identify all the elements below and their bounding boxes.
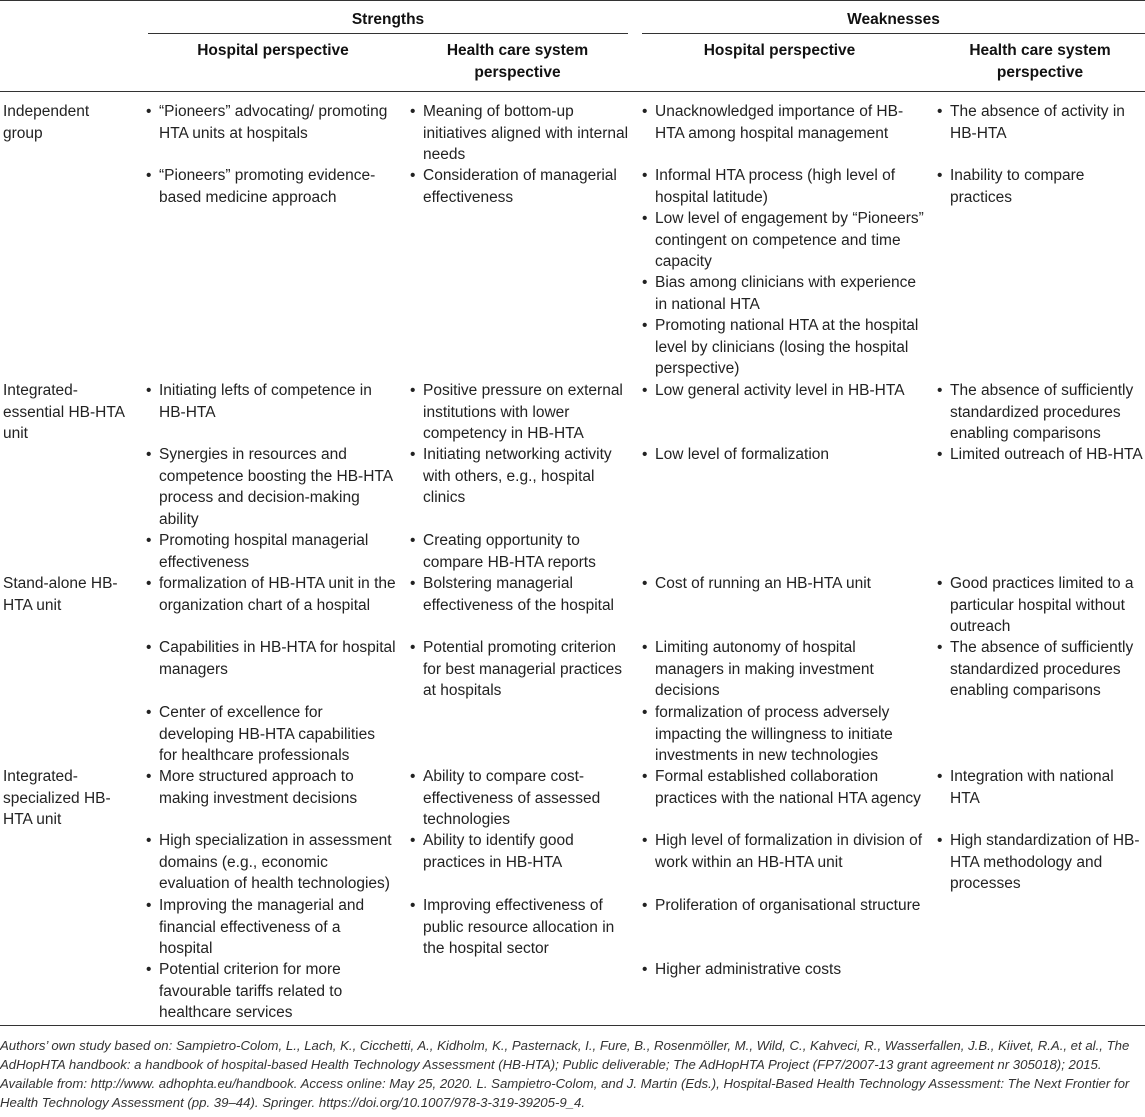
list-item: • Higher administrative costs — [642, 959, 927, 981]
table-footnote: Authors’ own study based on: Sampietro-Colom, L., Lach, K., Cicchetti, A., Kidholm, K., Pasternack, I., Fure, B., Rosenmöller, M., Wild, C., Kahveci, R., Wasserfallen, J.B., Kiivet, R.A., et al., The AdHopHTA handbook: a handbook of hospital-based Health Technology Assessment (HB-HTA); Public deliverable; The AdHopHTA Project (FP7/2007-13 grant agreement nr 305018); 2015. Available from: http://www. adhophta.eu/handbook. Access online: May 25, 2020. L. Sampietro-Colom, and J. Martin (Eds.), Hospital-Based Health Technology Assessment: The Next Frontier for Health Technology Assessment (pp. 39–44). Springer. https://doi.org/10.1007/978-3-319-39205-9_4. — [0, 1038, 1130, 1110]
list-item: • High level of formalization in division of work within an HB-HTA unit — [642, 830, 927, 873]
strengths-system-header: Health care system perspective — [446, 42, 589, 81]
list-item: • Inability to compare practices — [937, 165, 1145, 208]
weaknesses-hospital-header: Hospital perspective — [703, 42, 856, 59]
list-item: • Promoting hospital managerial effectiveness — [146, 530, 396, 573]
list-item: • Proliferation of organisational structure — [642, 895, 927, 917]
list-item: • Meaning of bottom-up initiatives aligned with internal needs — [410, 101, 630, 166]
list-item: • Unacknowledged importance of HB-HTA among hospital management — [642, 101, 927, 144]
list-item: • Cost of running an HB-HTA unit — [642, 573, 927, 595]
strengths-hospital-header: Hospital perspective — [197, 42, 349, 59]
list-item: • Low general activity level in HB-HTA — [642, 380, 927, 402]
top-rule — [0, 0, 1145, 1]
list-item: • The absence of activity in HB-HTA — [937, 101, 1145, 144]
list-item: • Synergies in resources and competence boosting the HB-HTA process and decision-making ability — [146, 444, 396, 530]
list-item: • Low level of formalization — [642, 444, 927, 466]
list-item: • Good practices limited to a particular hospital without outreach — [937, 573, 1145, 638]
list-item: • “Pioneers” promoting evidence-based medicine approach — [146, 165, 396, 208]
list-item: • Creating opportunity to compare HB-HTA reports — [410, 530, 630, 573]
row-label-integrated-essential: Integrated-essential HB-HTA unit — [3, 382, 125, 442]
strengths-header: Strengths — [351, 11, 425, 28]
row-label-integrated-specialized: Integrated-specialized HB-HTA unit — [3, 768, 111, 828]
list-item: • Bolstering managerial effectiveness of the hospital — [410, 573, 630, 616]
weaknesses-underline — [642, 33, 1145, 34]
strengths-underline — [148, 33, 628, 34]
list-item: • Informal HTA process (high level of hospital latitude) — [642, 165, 927, 208]
row-label-stand-alone: Stand-alone HB-HTA unit — [3, 575, 118, 614]
list-item: • The absence of sufficiently standardized procedures enabling comparisons — [937, 637, 1145, 702]
table-bottom-rule — [0, 1025, 1145, 1026]
list-item: • Capabilities in HB-HTA for hospital managers — [146, 637, 396, 680]
weaknesses-header: Weaknesses — [847, 11, 940, 28]
list-item: • Positive pressure on external institutions with lower competency in HB-HTA — [410, 380, 630, 445]
header-bottom-rule — [0, 91, 1145, 92]
list-item: • Potential promoting criterion for best managerial practices at hospitals — [410, 637, 630, 702]
list-item: • High standardization of HB-HTA methodology and processes — [937, 830, 1145, 895]
list-item: • formalization of HB-HTA unit in the organization chart of a hospital — [146, 573, 396, 616]
list-item: • Ability to compare cost-effectiveness of assessed technologies — [410, 766, 630, 831]
list-item: • formalization of process adversely impacting the willingness to initiate investments in new technologies — [642, 702, 927, 767]
list-item: • “Pioneers” advocating/ promoting HTA units at hospitals — [146, 101, 396, 144]
list-item: • Integration with national HTA — [937, 766, 1145, 809]
list-item: • Potential criterion for more favourable tariffs related to healthcare services — [146, 959, 396, 1024]
list-item: • Limited outreach of HB-HTA — [937, 444, 1145, 466]
list-item: • More structured approach to making investment decisions — [146, 766, 396, 809]
list-item: • The absence of sufficiently standardized procedures enabling comparisons — [937, 380, 1145, 445]
list-item: • Center of excellence for developing HB-HTA capabilities for healthcare professionals — [146, 702, 396, 767]
list-item: • Bias among clinicians with experience in national HTA — [642, 272, 927, 315]
list-item: • Initiating lefts of competence in HB-HTA — [146, 380, 396, 423]
list-item: • Low level of engagement by “Pioneers” contingent on competence and time capacity — [642, 208, 927, 273]
list-item: • High specialization in assessment domains (e.g., economic evaluation of health technologies) — [146, 830, 396, 895]
list-item: • Consideration of managerial effectiveness — [410, 165, 630, 208]
list-item: • Initiating networking activity with others, e.g., hospital clinics — [410, 444, 630, 509]
row-label-independent: Independent group — [3, 103, 90, 142]
list-item: • Improving effectiveness of public resource allocation in the hospital sector — [410, 895, 630, 960]
list-item: • Limiting autonomy of hospital managers in making investment decisions — [642, 637, 927, 702]
weaknesses-system-header: Health care system perspective — [969, 42, 1111, 81]
list-item: • Formal established collaboration practices with the national HTA agency — [642, 766, 927, 809]
list-item: • Ability to identify good practices in HB-HTA — [410, 830, 630, 873]
list-item: • Promoting national HTA at the hospital level by clinicians (losing the hospital perspective) — [642, 315, 927, 380]
list-item: • Improving the managerial and financial effectiveness of a hospital — [146, 895, 396, 960]
